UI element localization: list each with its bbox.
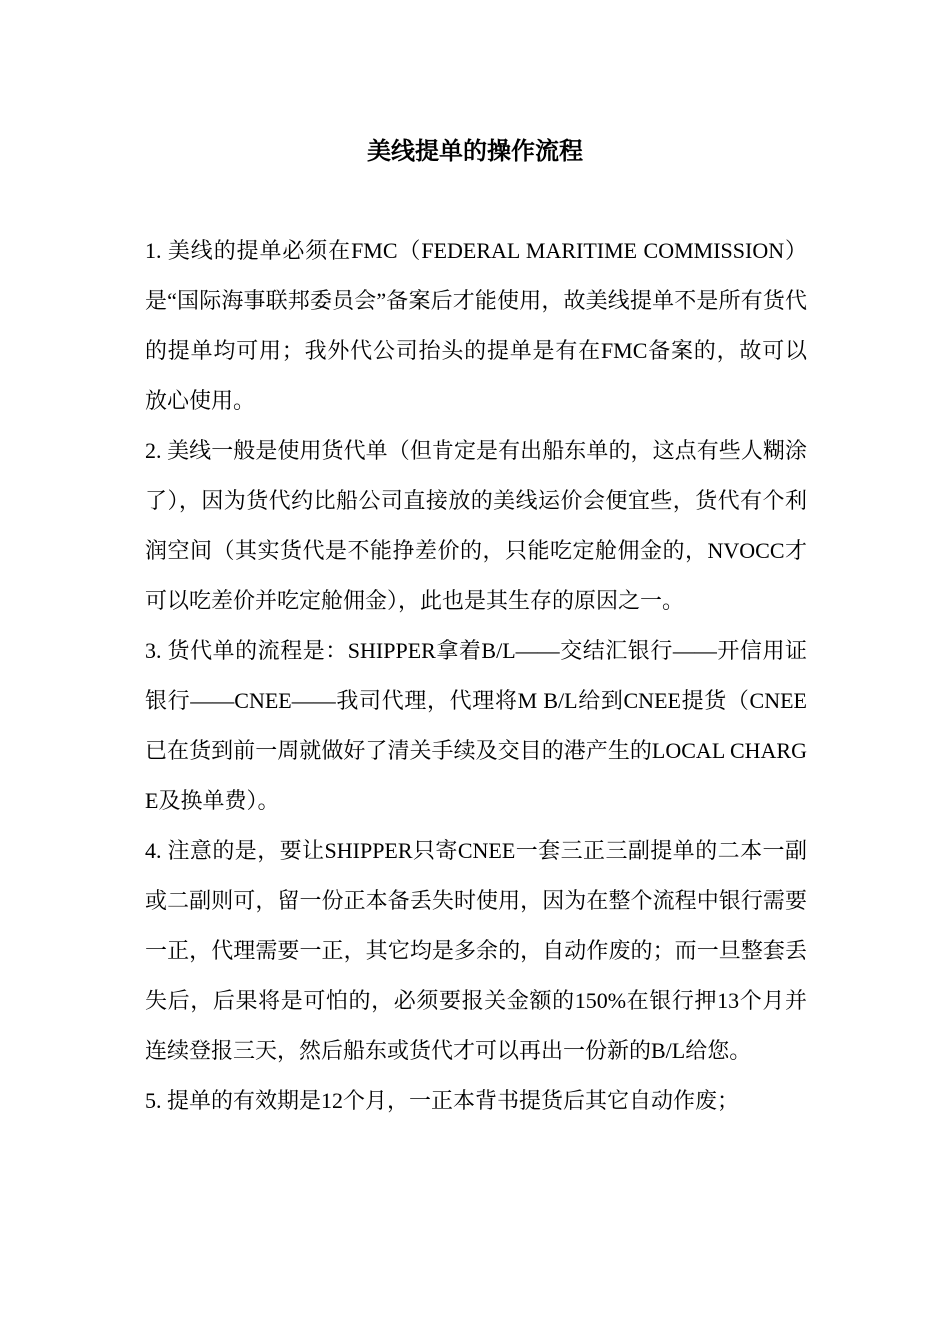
document-title: 美线提单的操作流程: [367, 139, 583, 165]
paragraph-2: 2. 美线一般是使用货代单（但肯定是有出船东单的，这点有些人糊涂了），因为货代约比船公司直接放的美线运价会便宜些，货代有个利润空间（其实货代是不能挣差价的，只能吃定舱佣金的，NVOCC才可以吃差价并吃定舱佣金），此也是其生存的原因之一。: [145, 438, 807, 613]
document-body: [145, 226, 807, 1126]
paragraph-3: 3. 货代单的流程是：SHIPPER拿着B/L——交结汇银行——开信用证银行——CNEE——我司代理，代理将M B/L给到CNEE提货（CNEE已在货到前一周就做好了清关手续及交目的港产生的LOCAL CHARGE及换单费）。: [145, 638, 807, 813]
paragraph-1: 1. 美线的提单必须在FMC（FEDERAL MARITIME COMMISSION）是“国际海事联邦委员会”备案后才能使用，故美线提单不是所有货代的提单均可用；我外代公司抬头的提单是有在FMC备案的，故可以放心使用。: [145, 238, 807, 413]
paragraph-5: 5. 提单的有效期是12个月，一正本背书提货后其它自动作废；: [145, 1088, 740, 1113]
paragraph-4: 4. 注意的是，要让SHIPPER只寄CNEE一套三正三副提单的二本一副或二副则可，留一份正本备丢失时使用，因为在整个流程中银行需要一正，代理需要一正，其它均是多余的，自动作废的；而一旦整套丢失后，后果将是可怕的，必须要报关金额的150%在银行押13个月并连续登报三天，然后船东或货代才可以再出一份新的B/L给您。: [145, 838, 807, 1063]
